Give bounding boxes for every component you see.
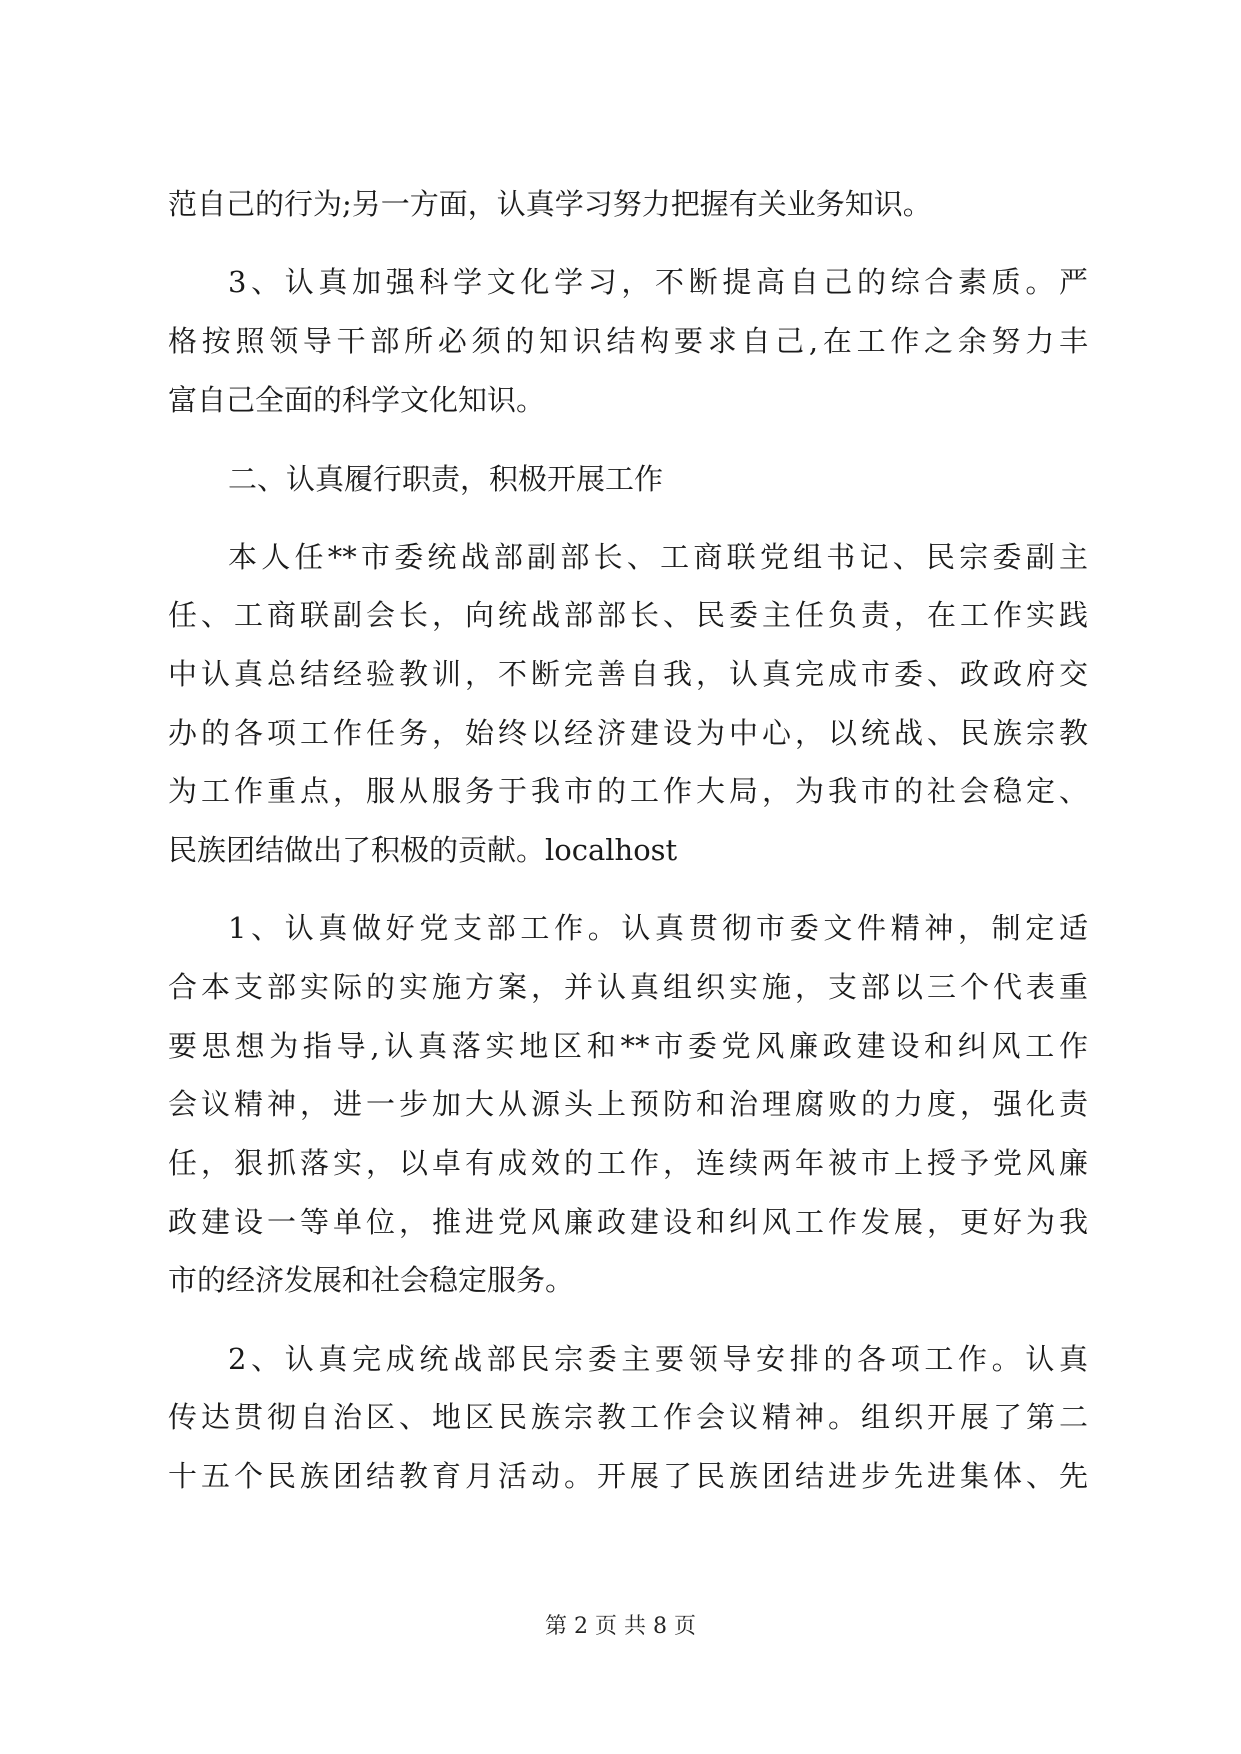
- text-line: 3、认真加强科学文化学习，不断提高自己的综合素质。严: [228, 265, 1088, 299]
- text-line: 格按照领导干部所必须的知识结构要求自己,在工作之余努力丰: [168, 324, 1088, 358]
- section-heading: 二、认真履行职责，积极开展工作: [228, 462, 664, 496]
- text-line: 本人任**市委统战部副部长、工商联党组书记、民宗委副主: [228, 540, 1088, 574]
- text-line: 政建设一等单位，推进党风廉政建设和纠风工作发展，更好为我: [168, 1205, 1088, 1239]
- text-line: 要思想为指导,认真落实地区和**市委党风廉政建设和纠风工作: [168, 1029, 1088, 1063]
- page-number-footer: 第 2 页 共 8 页: [545, 1614, 696, 1639]
- text-line: 为工作重点，服从服务于我市的工作大局，为我市的社会稳定、: [168, 774, 1088, 808]
- text-line: 办的各项工作任务，始终以经济建设为中心，以统战、民族宗教: [168, 716, 1088, 750]
- text-line: 十五个民族团结教育月活动。开展了民族团结进步先进集体、先: [168, 1459, 1088, 1493]
- text-line: 合本支部实际的实施方案，并认真组织实施，支部以三个代表重: [168, 970, 1088, 1004]
- text-line: 富自己全面的科学文化知识。: [168, 383, 546, 417]
- text-line: 中认真总结经验教训，不断完善自我，认真完成市委、政政府交: [168, 657, 1088, 691]
- text-line: 会议精神，进一步加大从源头上预防和治理腐败的力度，强化责: [168, 1087, 1088, 1121]
- text-line: 2、认真完成统战部民宗委主要领导安排的各项工作。认真: [228, 1342, 1088, 1376]
- text-line: 市的经济发展和社会稳定服务。: [168, 1263, 575, 1297]
- text-line: 民族团结做出了积极的贡献。localhost: [168, 833, 678, 867]
- text-line: 任，狠抓落实，以卓有成效的工作，连续两年被市上授予党风廉: [168, 1146, 1088, 1180]
- text-line: 1、认真做好党支部工作。认真贯彻市委文件精神，制定适: [228, 911, 1088, 945]
- text-line: 传达贯彻自治区、地区民族宗教工作会议精神。组织开展了第二: [168, 1400, 1088, 1434]
- text-line: 任、工商联副会长，向统战部部长、民委主任负责，在工作实践: [168, 598, 1088, 632]
- text-line: 范自己的行为;另一方面，认真学习努力把握有关业务知识。: [168, 187, 932, 221]
